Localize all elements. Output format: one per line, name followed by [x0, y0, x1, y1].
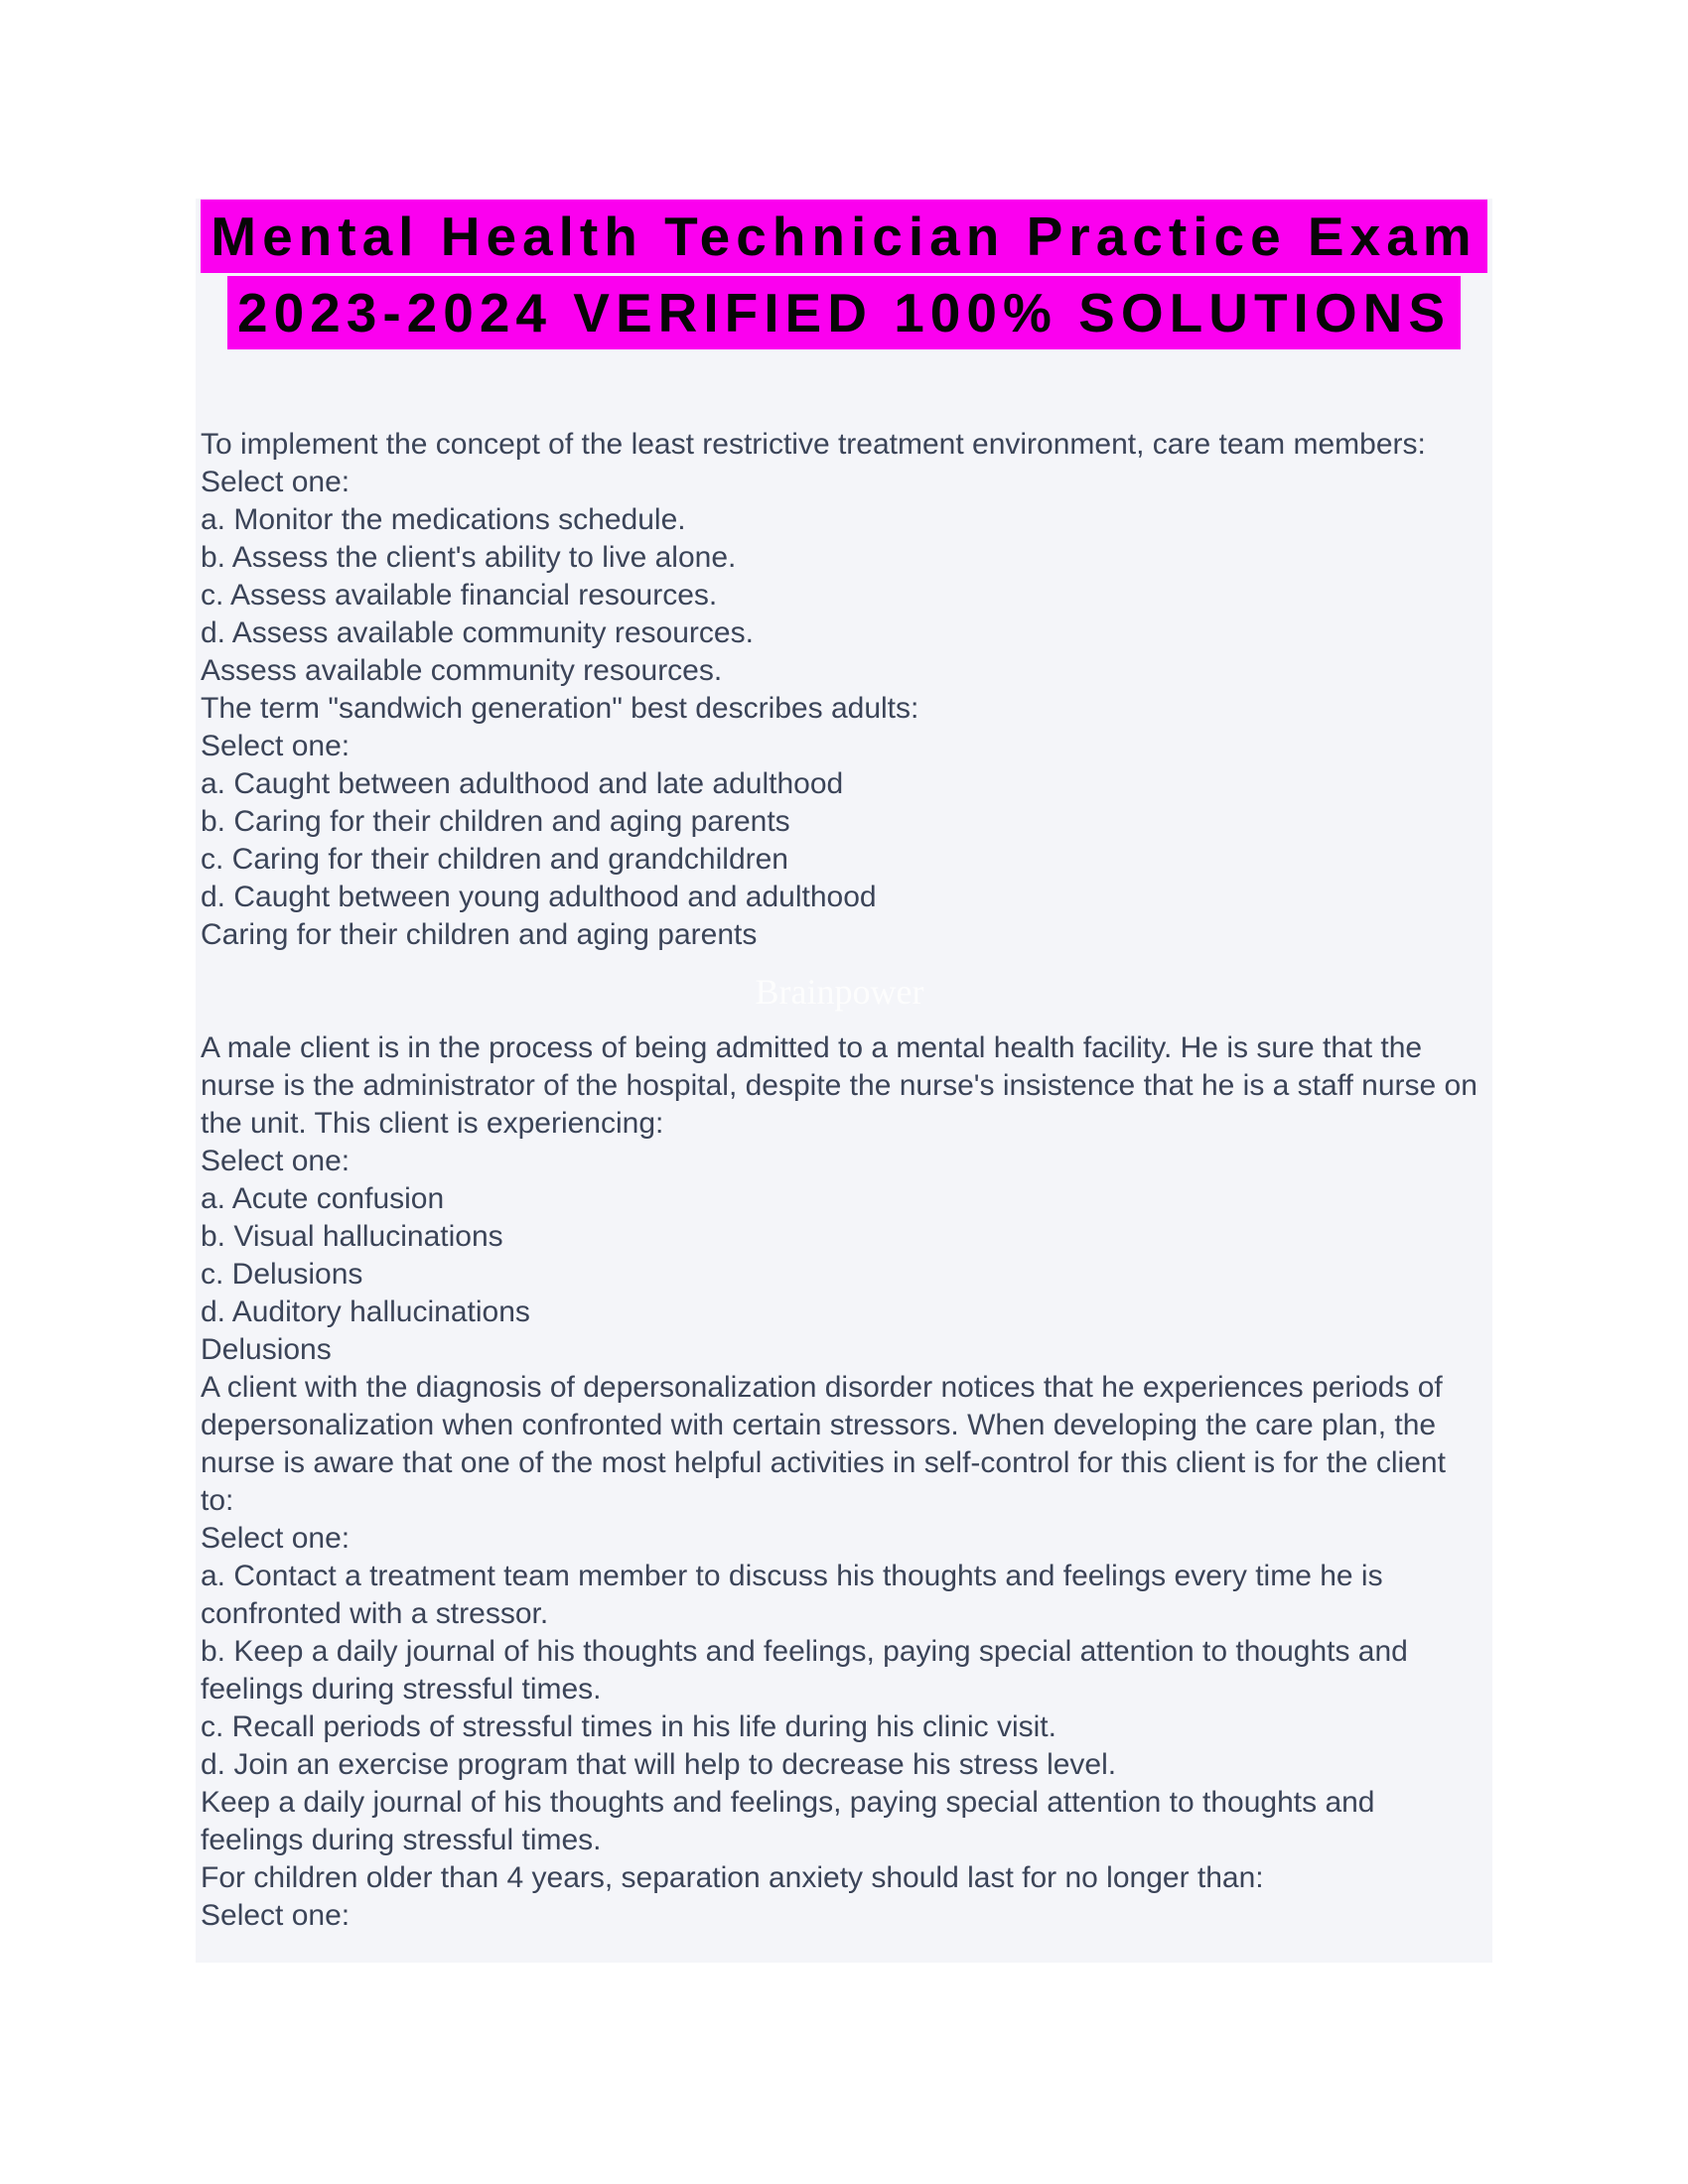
page-title-line-1: Mental Health Technician Practice Exam: [201, 200, 1486, 273]
text-line: Select one:: [201, 1522, 351, 1555]
text-line: a. Monitor the medications schedule.: [201, 503, 686, 536]
question-block-1: [201, 426, 1478, 954]
text-line: A male client is in the process of being admitted to a mental health facility. He is sure that the nurse is the administrator of the hospital, despite the nurse's insistence that he is a staff nurse on the unit. This client is experiencing:: [201, 1031, 1477, 1140]
watermark: [201, 954, 1478, 1029]
text-line: Select one:: [201, 466, 351, 498]
page-title: [196, 199, 1492, 351]
question-block-2: [201, 1029, 1478, 1935]
text-line: d. Join an exercise program that will help to decrease his stress level.: [201, 1748, 1117, 1781]
text-line: Select one:: [201, 1899, 351, 1932]
text-line: c. Assess available financial resources.: [201, 579, 718, 612]
text-line: Keep a daily journal of his thoughts and feelings, paying special attention to thoughts and feelings during stressful times.: [201, 1786, 1375, 1856]
text-line: Delusions: [201, 1333, 332, 1366]
text-line: c. Recall periods of stressful times in his life during his clinic visit.: [201, 1710, 1056, 1743]
text-line: b. Assess the client's ability to live alone.: [201, 541, 737, 574]
text-line: a. Acute confusion: [201, 1182, 445, 1215]
text-line: d. Caught between young adulthood and adulthood: [201, 881, 877, 913]
text-line: d. Assess available community resources.: [201, 616, 754, 649]
text-line: a. Caught between adulthood and late adulthood: [201, 767, 844, 800]
exam-body: [196, 426, 1492, 1949]
text-line: For children older than 4 years, separation anxiety should last for no longer than:: [201, 1861, 1264, 1894]
text-line: The term "sandwich generation" best describes adults:: [201, 692, 919, 725]
exam-sheet: [196, 199, 1492, 1963]
text-line: A client with the diagnosis of depersonalization disorder notices that he experiences periods of depersonalization when confronted with certain stressors. When developing the care plan, the nurse is aware that one of the most helpful activities in self-control for this client is for the client to:: [201, 1371, 1446, 1517]
text-line: Caring for their children and aging parents: [201, 918, 758, 951]
text-line: b. Caring for their children and aging parents: [201, 805, 790, 838]
text-line: Select one:: [201, 1145, 351, 1177]
text-line: c. Delusions: [201, 1258, 363, 1291]
text-line: b. Keep a daily journal of his thoughts and feelings, paying special attention to thoughts and feelings during stressful times.: [201, 1635, 1408, 1706]
text-line: a. Contact a treatment team member to discuss his thoughts and feelings every time he is confronted with a stressor.: [201, 1560, 1383, 1630]
text-line: Assess available community resources.: [201, 654, 723, 687]
watermark-text: Brainpower: [755, 972, 924, 1012]
text-line: d. Auditory hallucinations: [201, 1296, 530, 1328]
text-line: c. Caring for their children and grandchildren: [201, 843, 788, 876]
text-line: Select one:: [201, 730, 351, 762]
text-line: b. Visual hallucinations: [201, 1220, 503, 1253]
page-title-line-2: 2023-2024 VERIFIED 100% SOLUTIONS: [227, 276, 1461, 349]
text-line: To implement the concept of the least restrictive treatment environment, care team members:: [201, 428, 1426, 461]
